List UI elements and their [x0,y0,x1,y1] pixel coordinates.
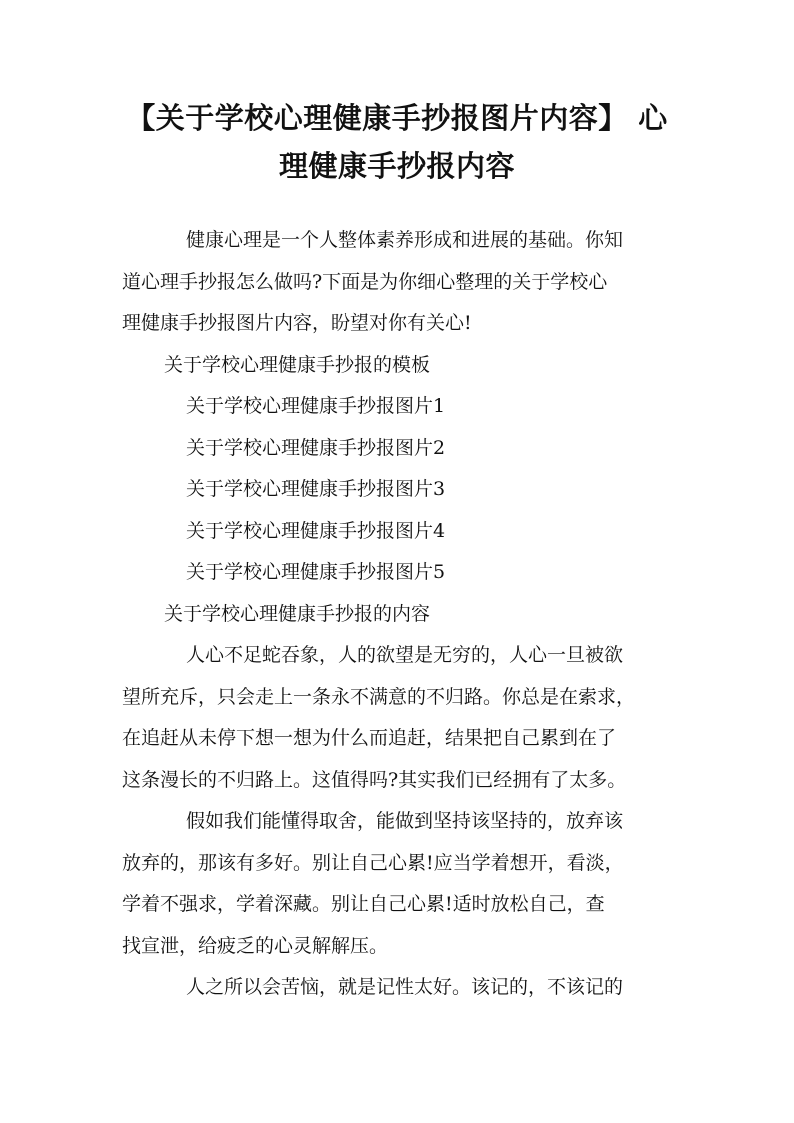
paragraph-line: 人之所以会苦恼，就是记性太好。该记的，不该记的 [186,976,624,998]
paragraph-line: 人心不足蛇吞象，人的欲望是无穷的，人心一旦被欲 [186,644,624,666]
paragraph-line: 假如我们能懂得取舍，能做到坚持该坚持的，放弃该 [186,810,624,832]
section-heading-content: 关于学校心理健康手抄报的内容 [164,602,431,625]
section-heading-template: 关于学校心理健康手抄报的模板 [164,353,431,376]
title-line-2: 理健康手抄报内容 [278,149,515,183]
intro-line: 健康心理是一个人整体素养形成和进展的基础。你知 [186,229,624,251]
paragraph-line: 在追赶从未停下想一想为什么而追赶，结果把自己累到在了 [122,727,617,749]
paragraph-line: 找宣泄，给疲乏的心灵解解压。 [122,934,389,957]
paragraph-line: 放弃的，那该有多好。别让自己心累!应当学着想开，看淡， [122,851,624,874]
paragraph-line: 学着不强求，学着深藏。别让自己心累!适时放松自己，查 [122,893,605,915]
paragraph-line: 这条漫长的不归路上。这值得吗?其实我们已经拥有了太多。 [122,768,627,791]
image-caption: 关于学校心理健康手抄报图片4 [186,519,446,542]
document-title [110,94,684,190]
document-body [122,220,682,1009]
title-line-1: 【关于学校心理健康手抄报图片内容】 心 [126,101,668,135]
paragraph-line: 望所充斥，只会走上一条永不满意的不归路。你总是在索求， [122,685,636,708]
intro-line: 道心理手抄报怎么做吗?下面是为你细心整理的关于学校心 [122,270,608,293]
image-caption: 关于学校心理健康手抄报图片3 [186,478,446,500]
image-caption: 关于学校心理健康手抄报图片1 [186,395,446,417]
image-caption: 关于学校心理健康手抄报图片2 [186,436,446,459]
image-caption: 关于学校心理健康手抄报图片5 [186,561,446,583]
intro-line: 理健康手抄报图片内容，盼望对你有关心! [122,312,472,334]
